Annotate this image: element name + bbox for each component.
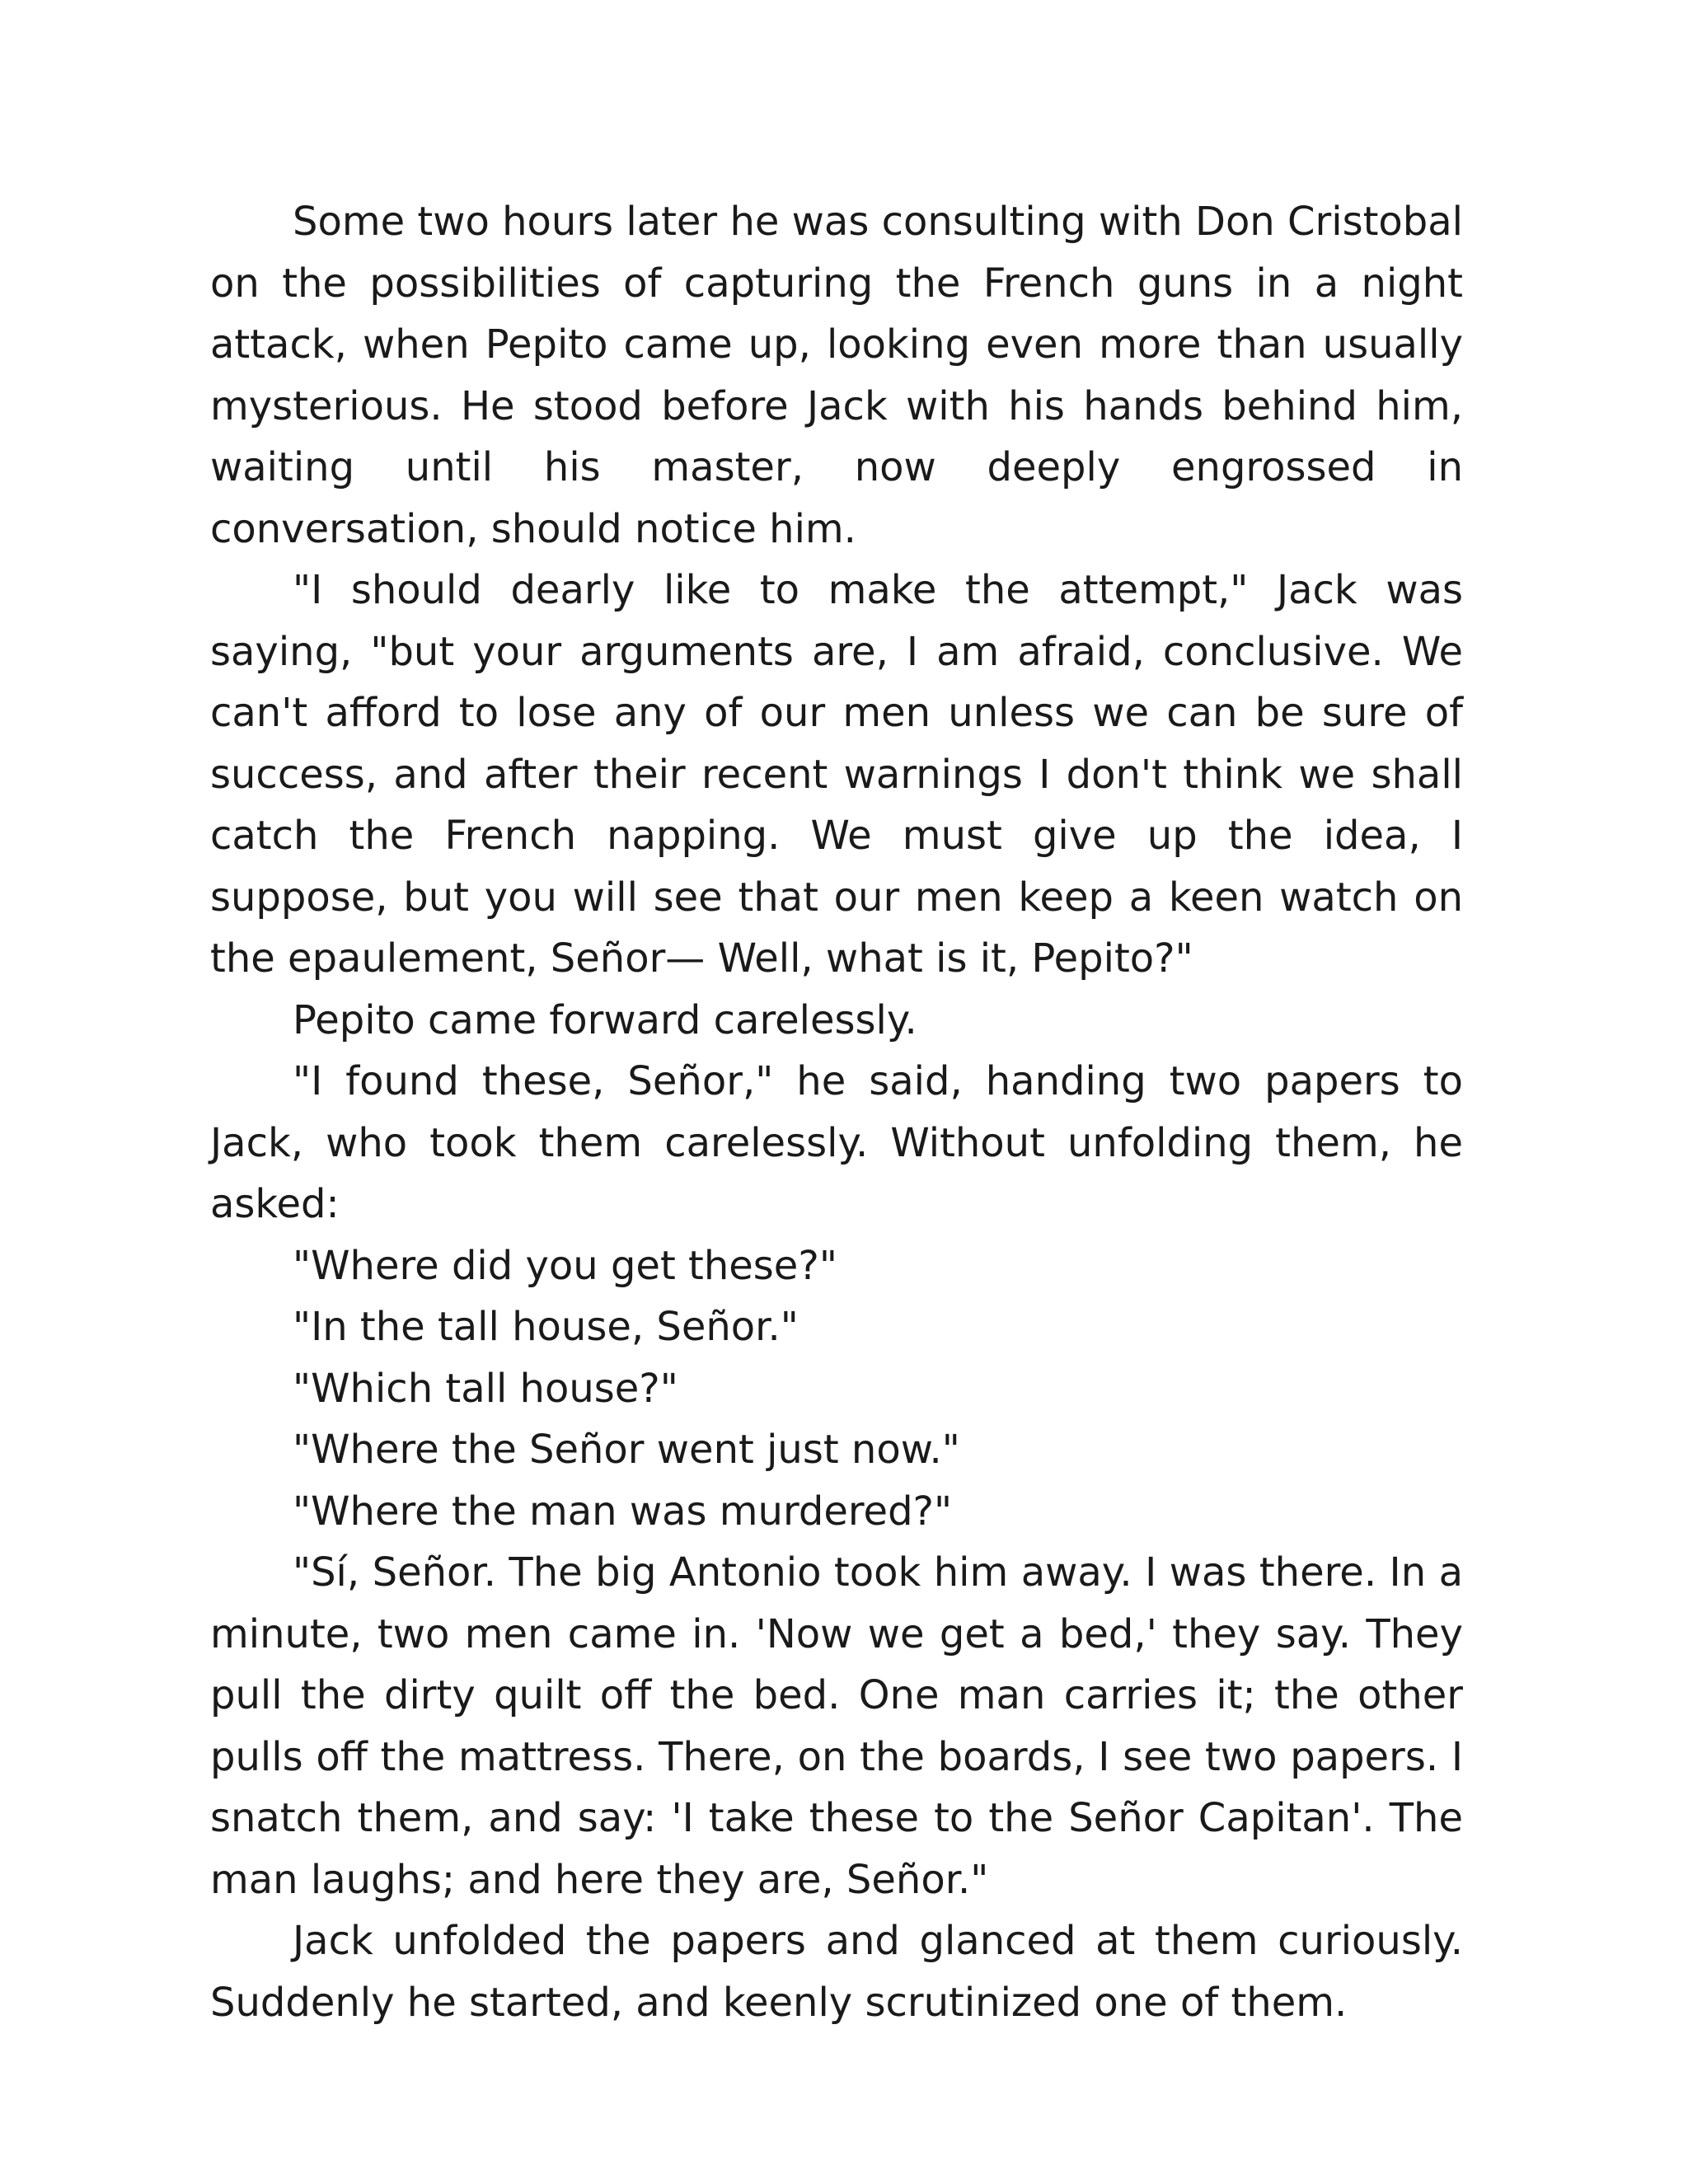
page-body-text: [210, 191, 1463, 2033]
paragraph-7: "Which tall house?": [293, 1365, 678, 1412]
paragraph-10: "Sí, Señor. The big Antonio took him away. I was there. In a minute, two men came in. 'Now we get a bed,' they say. They pull the dirty quilt off the bed. One man carries it; the other pulls off the mattress. There, on the boards, I see two papers. I snatch them, and say: 'I take these to the Señor Capitan'. The man laughs; and here they are, Señor.": [210, 1549, 1463, 1903]
paragraph-4: "I found these, Señor," he said, handing two papers to Jack, who took them carelessly. Without unfolding them, he asked:: [210, 1058, 1463, 1227]
paragraph-5: "Where did you get these?": [293, 1242, 837, 1289]
paragraph-2: "I should dearly like to make the attempt," Jack was saying, "but your arguments are, I am afraid, conclusive. We can't afford to lose any of our men unless we can be sure of success, and after their recent warnings I don't think we shall catch the French napping. We must give up the idea, I suppose, but you will see that our men keep a keen watch on the epaulement, Señor— Well, what is it, Pepito?": [210, 567, 1463, 982]
paragraph-8: "Where the Señor went just now.": [293, 1427, 960, 1473]
paragraph-11: Jack unfolded the papers and glanced at them curiously. Suddenly he started, and keenly scrutinized one of them.: [210, 1918, 1463, 2026]
paragraph-1: Some two hours later he was consulting with Don Cristobal on the possibilities of capturing the French guns in a night attack, when Pepito came up, looking even more than usually mysterious. He stood before Jack with his hands behind him, waiting until his master, now deeply engrossed in conversation, should notice him.: [210, 199, 1463, 552]
paragraph-3: Pepito came forward carelessly.: [293, 996, 917, 1043]
paragraph-6: "In the tall house, Señor.": [293, 1304, 799, 1350]
paragraph-9: "Where the man was murdered?": [293, 1488, 953, 1535]
